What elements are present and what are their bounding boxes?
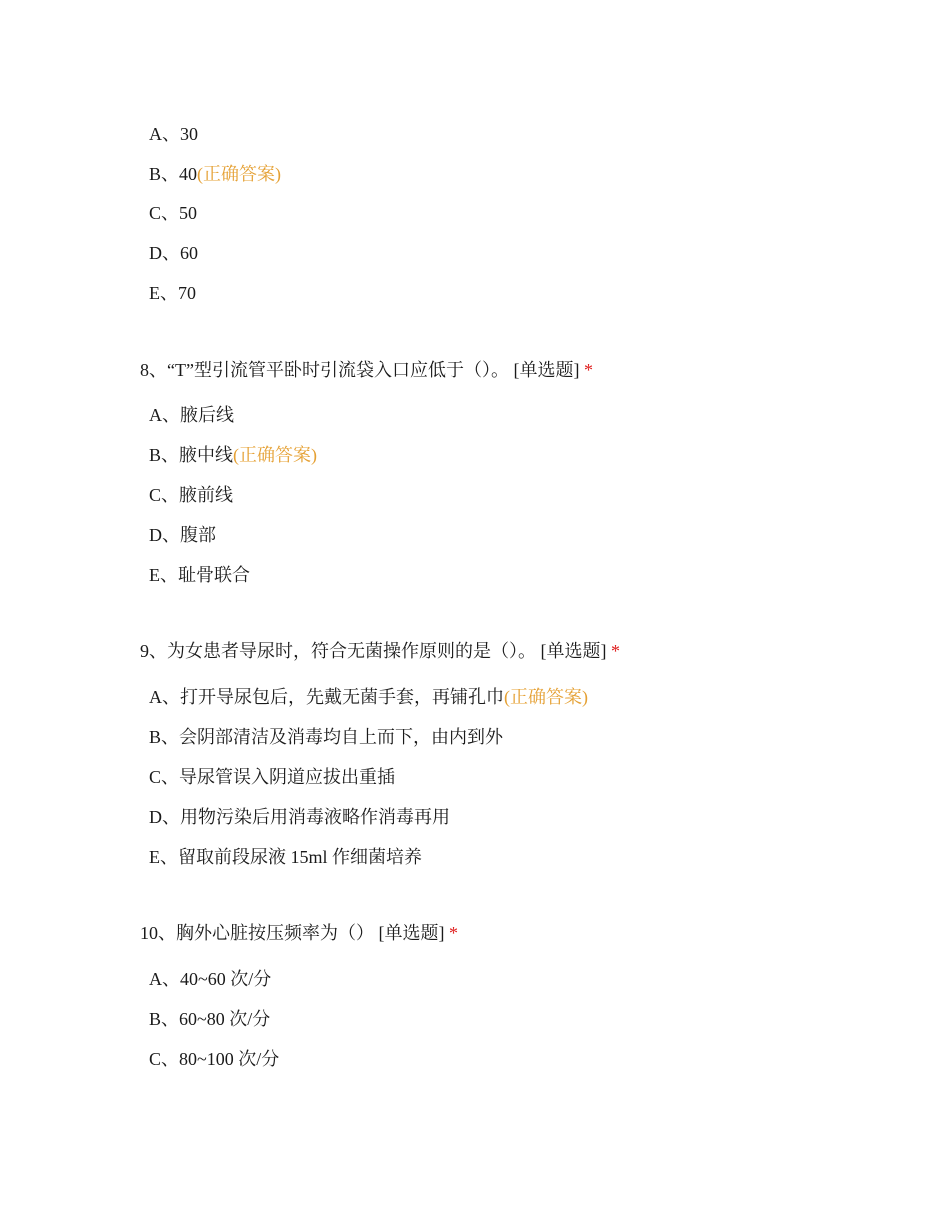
option-label: B、40 (149, 164, 198, 184)
question-text: 8、“T”型引流管平卧时引流袋入口应低于（）。 [单选题] (140, 360, 580, 380)
question-text: 10、胸外心脏按压频率为（） [单选题] (140, 923, 445, 943)
correct-answer-marker: (正确答案) (504, 687, 588, 707)
q10-option-b (149, 1007, 270, 1031)
q9-option-c (149, 765, 395, 789)
option-label: C、50 (149, 203, 198, 223)
required-star: * (583, 360, 593, 380)
q7-option-d (149, 241, 198, 265)
correct-answer-marker: (正确答案) (197, 164, 282, 184)
option-label: B、60~80 次/分 (149, 1009, 271, 1029)
q8-option-c (149, 483, 233, 507)
option-label: C、导尿管误入阴道应拔出重插 (149, 767, 396, 787)
q9-option-e (149, 845, 422, 869)
option-label: A、打开导尿包后，先戴无菌手套，再铺孔巾 (149, 687, 504, 707)
option-label: D、用物污染后用消毒液略作消毒再用 (149, 807, 450, 827)
q7-option-e (149, 281, 196, 305)
q9-option-b (149, 725, 503, 749)
option-label: A、40~60 次/分 (149, 969, 272, 989)
option-label: D、60 (149, 243, 198, 263)
required-star: * (611, 641, 620, 661)
question-text: 9、为女患者导尿时，符合无菌操作原则的是（）。 [单选题] (140, 641, 607, 661)
option-label: D、腹部 (149, 525, 216, 545)
q10-option-a (149, 967, 271, 991)
option-label: A、30 (149, 124, 198, 144)
option-label: B、会阴部清洁及消毒均自上而下，由内到外 (149, 727, 504, 747)
option-label: C、腋前线 (149, 485, 234, 505)
q9-option-d (149, 805, 450, 829)
q10-question (140, 921, 458, 945)
q10-option-c (149, 1047, 279, 1071)
q7-option-c (149, 201, 197, 225)
q7-option-b (149, 162, 281, 186)
option-label: E、留取前段尿液 15ml 作细菌培养 (149, 847, 422, 867)
required-star: * (449, 923, 458, 943)
option-label: A、腋后线 (149, 405, 234, 425)
q8-question (140, 358, 593, 382)
option-label: E、耻骨联合 (149, 565, 250, 585)
q9-question (140, 639, 620, 663)
q9-option-a (149, 685, 588, 709)
q8-option-a (149, 403, 234, 427)
q8-option-b (149, 443, 317, 467)
q8-option-d (149, 523, 216, 547)
correct-answer-marker: (正确答案) (233, 445, 318, 465)
option-label: C、80~100 次/分 (149, 1049, 280, 1069)
q7-option-a (149, 122, 198, 146)
q8-option-e (149, 563, 250, 587)
option-label: E、70 (149, 283, 196, 303)
option-label: B、腋中线 (149, 445, 234, 465)
